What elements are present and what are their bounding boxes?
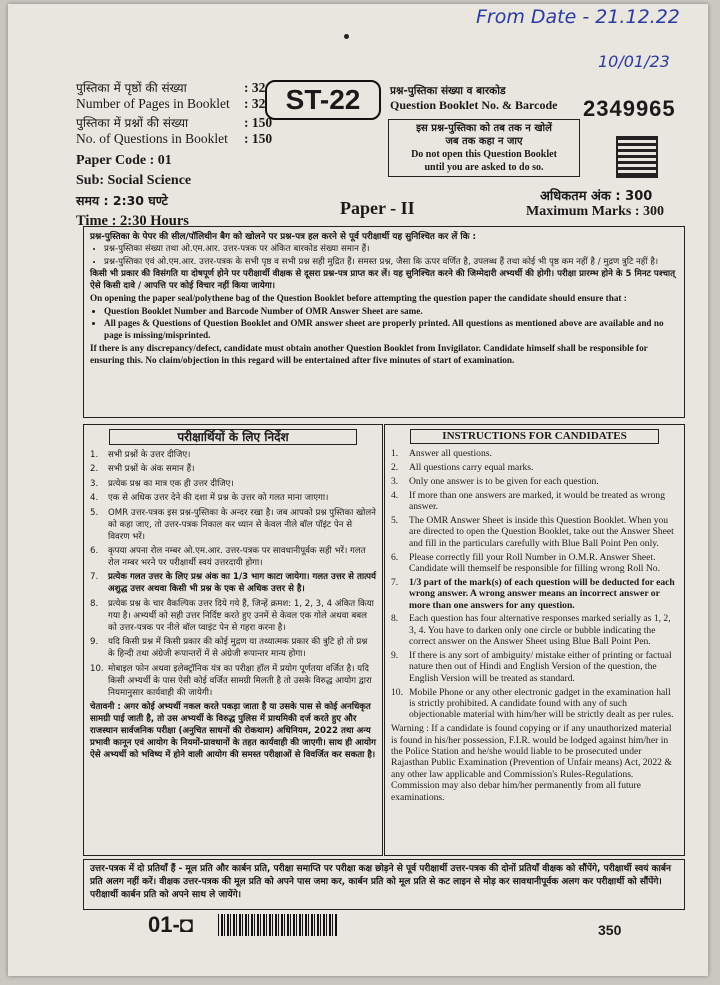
en-instruction-item: 8. Each question has four alternative responses marked serially as 1, 2, 3, 4. You have to darken only one circle or bubble indicating the correct answer on the Answer Sheet using Blue Ball Point Pen.	[391, 613, 671, 648]
english-instructions-title: INSTRUCTIONS FOR CANDIDATES	[410, 429, 659, 444]
question-booklet-cover	[8, 4, 708, 976]
dot-mark	[344, 34, 349, 39]
time-hi: समय : 2:30 घण्टे	[76, 193, 168, 208]
handwritten-initials-date: 10/01/23	[598, 52, 670, 71]
hi-instruction-item: 5. OMR उत्तर-पत्रक इस प्रश्न-पुस्तिका के अन्दर रखा है। जब आपको प्रश्न पुस्तिका खोलने को कहा जाए, तो उत्तर-पत्रक निकाल कर ध्यान से केवल नीले बॉल पॉइंट पेन से विवरण भरें।	[90, 507, 376, 542]
opening-hi-intro: प्रश्न-पुस्तिका के पेपर की सील/पॉलिथीन बैग को खोलने पर प्रश्न-पत्र हल करने से पूर्व परीक्षार्थी यह सुनिश्चित कर लें कि :	[90, 232, 477, 242]
opening-en-bullet-1: • Question Booklet Number and Barcode Number of OMR Answer Sheet are same.	[104, 305, 678, 317]
questions-hi-value: : 150	[244, 115, 273, 130]
paper-code: Paper Code : 01	[76, 153, 172, 168]
pages-en-value: : 32	[244, 96, 266, 111]
en-instruction-item: 4. If more than one answers are marked, it would be treated as wrong answer.	[391, 489, 666, 513]
hi-instruction-item: 4. एक से अधिक उत्तर देने की दशा में प्रश्न के उत्तर को गलत माना जाएगा।	[90, 493, 329, 504]
en-warning: Warning : If a candidate is found copying or if any unauthorized material is found in his/her possession, F.I.R. would be lodged against him/her in the Police Station and he/she would liable to be prosecuted under Rajasthan Public Examination (Prevention of Unfair means) Act, 2022 & any other law applicable and Commission's Rules-Regulations. Commission may also debar him/her permanently from all future examinations.	[391, 723, 672, 803]
notice-en-2: until you are asked to do so.	[424, 162, 544, 173]
opening-en-paragraph: If there is any discrepancy/defect, candidate must obtain another Question Booklet from Invigilator. Candidate himself shall be responsible for ensuring this. No claim/objection in this regard will be entertained after five minutes of start of examination.	[90, 342, 648, 365]
series-code: ST-22	[265, 80, 381, 120]
time-en: Time : 2:30 Hours	[76, 213, 189, 229]
max-marks-hi: अधिकतम अंक : 300	[540, 189, 653, 204]
max-marks-en: Maximum Marks : 300	[526, 204, 665, 219]
notice-hi-1: इस प्रश्न-पुस्तिका को तब तक न खोलें	[416, 123, 552, 134]
en-instruction-item: 2. All questions carry equal marks.	[391, 462, 534, 474]
page-count: 350	[598, 922, 622, 938]
en-instruction-item: 3. Only one answer is to be given for each question.	[391, 476, 599, 487]
pages-en-label: Number of Pages in Booklet	[76, 96, 230, 111]
opening-hi-bullet-2: • प्रश्न-पुस्तिका एवं ओ.एम.आर. उत्तर-पत्रक के सभी पृष्ठ व सभी प्रश्न सही मुद्रित हैं। समस्त प्रश्न, जैसा कि ऊपर वर्णित है, उपलब्ध हैं तथा कोई भी पृष्ठ कम नहीं है / मुद्रण त्रुटि नहीं है।	[104, 256, 678, 268]
footer-code: 01-◘	[148, 912, 194, 937]
hi-instruction-item: 3. प्रत्येक प्रश्न का मात्र एक ही उत्तर दीजिए।	[90, 478, 234, 489]
hi-instruction-item: 8. प्रत्येक प्रश्न के चार वैकल्पिक उत्तर दिये गये हैं, जिन्हें क्रमश: 1, 2, 3, 4 अंकित किया गया है। अभ्यर्थी को सही उत्तर निर्दिष्ट करते हुए उनमें से केवल एक गोले अथवा बबल को उत्तर-पत्रक पर नीले बॉल प्वाइंट पेन से गहरा करना है।	[90, 598, 374, 633]
handwritten-from-date: From Date - 21.12.22	[476, 6, 680, 28]
hi-instruction-item: 2. सभी प्रश्नों के अंक समान हैं।	[90, 464, 195, 475]
hi-instruction-item: 10. मोबाइल फोन अथवा इलेक्ट्रॉनिक यंत्र का परीक्षा हॉल में प्रयोग पूर्णतया वर्जित है। यदि किसी अभ्यर्थी के पास ऐसी कोई वर्जित सामग्री मिलती है तो उसके विरुद्ध आयोग द्वारा नियमानुसार कार्यवाही की जायेगी।	[90, 663, 372, 698]
en-instruction-item: 1. Answer all questions.	[391, 448, 492, 460]
barcode	[218, 914, 338, 936]
opening-hi-bullet-1: • प्रश्न-पुस्तिका संख्या तथा ओ.एम.आर. उत्तर-पत्रक पर अंकित बारकोड संख्या समान हैं।	[104, 243, 678, 255]
hi-instruction-item: 1. सभी प्रश्नों के उत्तर दीजिए।	[90, 450, 191, 460]
notice-en-1: Do not open this Question Booklet	[411, 149, 557, 160]
booklet-number-block	[390, 84, 557, 112]
en-instruction-item: 5. The OMR Answer Sheet is inside this Question Booklet. When you are directed to open the Question Booklet, take out the Answer Sheet and fill in the particulars carefully with Blue Ball Point Pen only.	[391, 515, 674, 549]
subject: Sub: Social Science	[76, 173, 192, 188]
opening-en-intro: On opening the paper seal/polythene bag of the Question Booklet before attempting the question paper the candidate should ensure that :	[90, 293, 627, 304]
booklet-number: 2349965	[583, 96, 676, 121]
hi-instruction-item: 6. कृपया अपना रोल नम्बर ओ.एम.आर. उत्तर-पत्रक पर सावधानीपूर्वक सही भरें। गलत रोल नम्बर भरने पर परीक्षार्थी स्वयं उत्तरदायी होगा।	[90, 545, 366, 568]
en-instruction-item: 6. Please correctly fill your Roll Number in O.M.R. Answer Sheet. Candidate will themself be responsible for filling wrong Roll No.	[391, 551, 660, 575]
pages-hi-value: : 32	[244, 80, 266, 95]
en-instruction-item: 10. Mobile Phone or any other electronic gadget in the examination hall is strictly prohibited. A candidate found with any of such objectionable material with him/her will be strictly dealt as per rules.	[391, 686, 674, 721]
opening-en-bullet-2: • All pages & Questions of Question Booklet and OMR answer sheet are properly printed. All questions as mentioned above are available and no page is missing/misprinted.	[104, 317, 678, 342]
notice-hi-2: जब तक कहा न जाए	[445, 136, 523, 147]
questions-en-value: : 150	[244, 131, 273, 146]
hi-instruction-item: 9. यदि किसी प्रश्न में किसी प्रकार की कोई मुद्रण या तथ्यात्मक प्रकार की त्रुटि हो तो प्रश्न के हिन्दी तथा अंग्रेजी रूपान्तरों में से अंग्रेजी रूपान्तर मान्य होगा।	[90, 637, 368, 660]
qr-code	[616, 136, 658, 178]
paper-title: Paper - II	[340, 198, 415, 218]
opening-hi-paragraph: किसी भी प्रकार की विसंगति या दोषपूर्ण होने पर परीक्षार्थी वीक्षक से दूसरा प्रश्न-पत्र प्राप्त कर लें। यह सुनिश्चित करने की जिम्मेदारी अभ्यर्थी की होगी। परीक्षा प्रारम्भ होने के 5 मिनट पश्चात् ऐसे किसी दावे / आपत्ति पर कोई विचार नहीं किया जायेगा।	[90, 268, 676, 292]
pages-hi-label: पुस्तिका में पृष्ठों की संख्या	[76, 81, 187, 95]
hi-warning: चेतावनी : अगर कोई अभ्यर्थी नकल करते पकड़ा जाता है या उसके पास से कोई अनधिकृत सामग्री पाई जाती है, तो उस अभ्यर्थी के विरुद्ध पुलिस में प्राथमिकी दर्ज करते हुए और राजस्थान सार्वजनिक परीक्षा (अनुचित साधनों की रोकथाम) अधिनियम, 2022 तथा अन्य प्रभावी कानून एवं आयोग के नियमों-प्रावधानों के तहत कार्यवाही की जाएगी। साथ ही आयोग ऐसे अभ्यर्थी को भविष्य में होने वाली आयोग की समस्त परीक्षाओं से विवर्जित कर सकता है।	[90, 701, 376, 760]
en-instruction-item: 7. 1/3 part of the mark(s) of each question will be deducted for each wrong answer. A wrong answer means an incorrect answer or more than one answers for any question.	[391, 576, 675, 611]
english-instructions	[384, 424, 685, 856]
booklet-no-en: Question Booklet No. & Barcode	[390, 98, 558, 112]
hi-instruction-item: 7. प्रत्येक गलत उत्तर के लिए प्रश्न अंक का 1/3 भाग काटा जायेगा। गलत उत्तर से तात्पर्य अशुद्ध उत्तर अथवा किसी भी प्रश्न के एक से अधिक उत्तर से है।	[90, 572, 377, 595]
en-instruction-item: 9. If there is any sort of ambiguity/ mistake either of printing or factual nature then out of Hindi and English Version of the question, the English Version will be treated as standard.	[391, 650, 672, 684]
answer-sheet-copies-notice: उत्तर-पत्रक में दो प्रतियाँ हैं - मूल प्रति और कार्बन प्रति, परीक्षा समाप्ति पर परीक्षा कक्ष छोड़ने से पूर्व परीक्षार्थी उत्तर-पत्रक की दोनों प्रतियाँ वीक्षक को सौंपेंगे, परीक्षार्थी स्वयं कार्बन प्रति अलग नहीं करें। वीक्षक उत्तर-पत्रक की मूल प्रति को अपने पास जमा कर, कार्बन प्रति को मूल प्रति से कट लाइन से मोड़ कर सावधानीपूर्वक अलग कर परीक्षार्थी को सौंपेंगे। परीक्षार्थी कार्बन प्रति को अपने साथ ले जायेंगे।	[83, 859, 685, 910]
questions-en-label: No. of Questions in Booklet	[76, 131, 228, 146]
booklet-no-hi: प्रश्न-पुस्तिका संख्या व बारकोड	[390, 85, 506, 97]
hindi-instructions	[83, 424, 383, 856]
questions-hi-label: पुस्तिका में प्रश्नों की संख्या	[76, 116, 189, 130]
do-not-open-notice	[388, 119, 580, 177]
opening-instructions-box	[83, 226, 685, 418]
booklet-info	[76, 80, 273, 229]
hindi-instructions-title: परीक्षार्थियों के लिए निर्देश	[109, 429, 357, 445]
